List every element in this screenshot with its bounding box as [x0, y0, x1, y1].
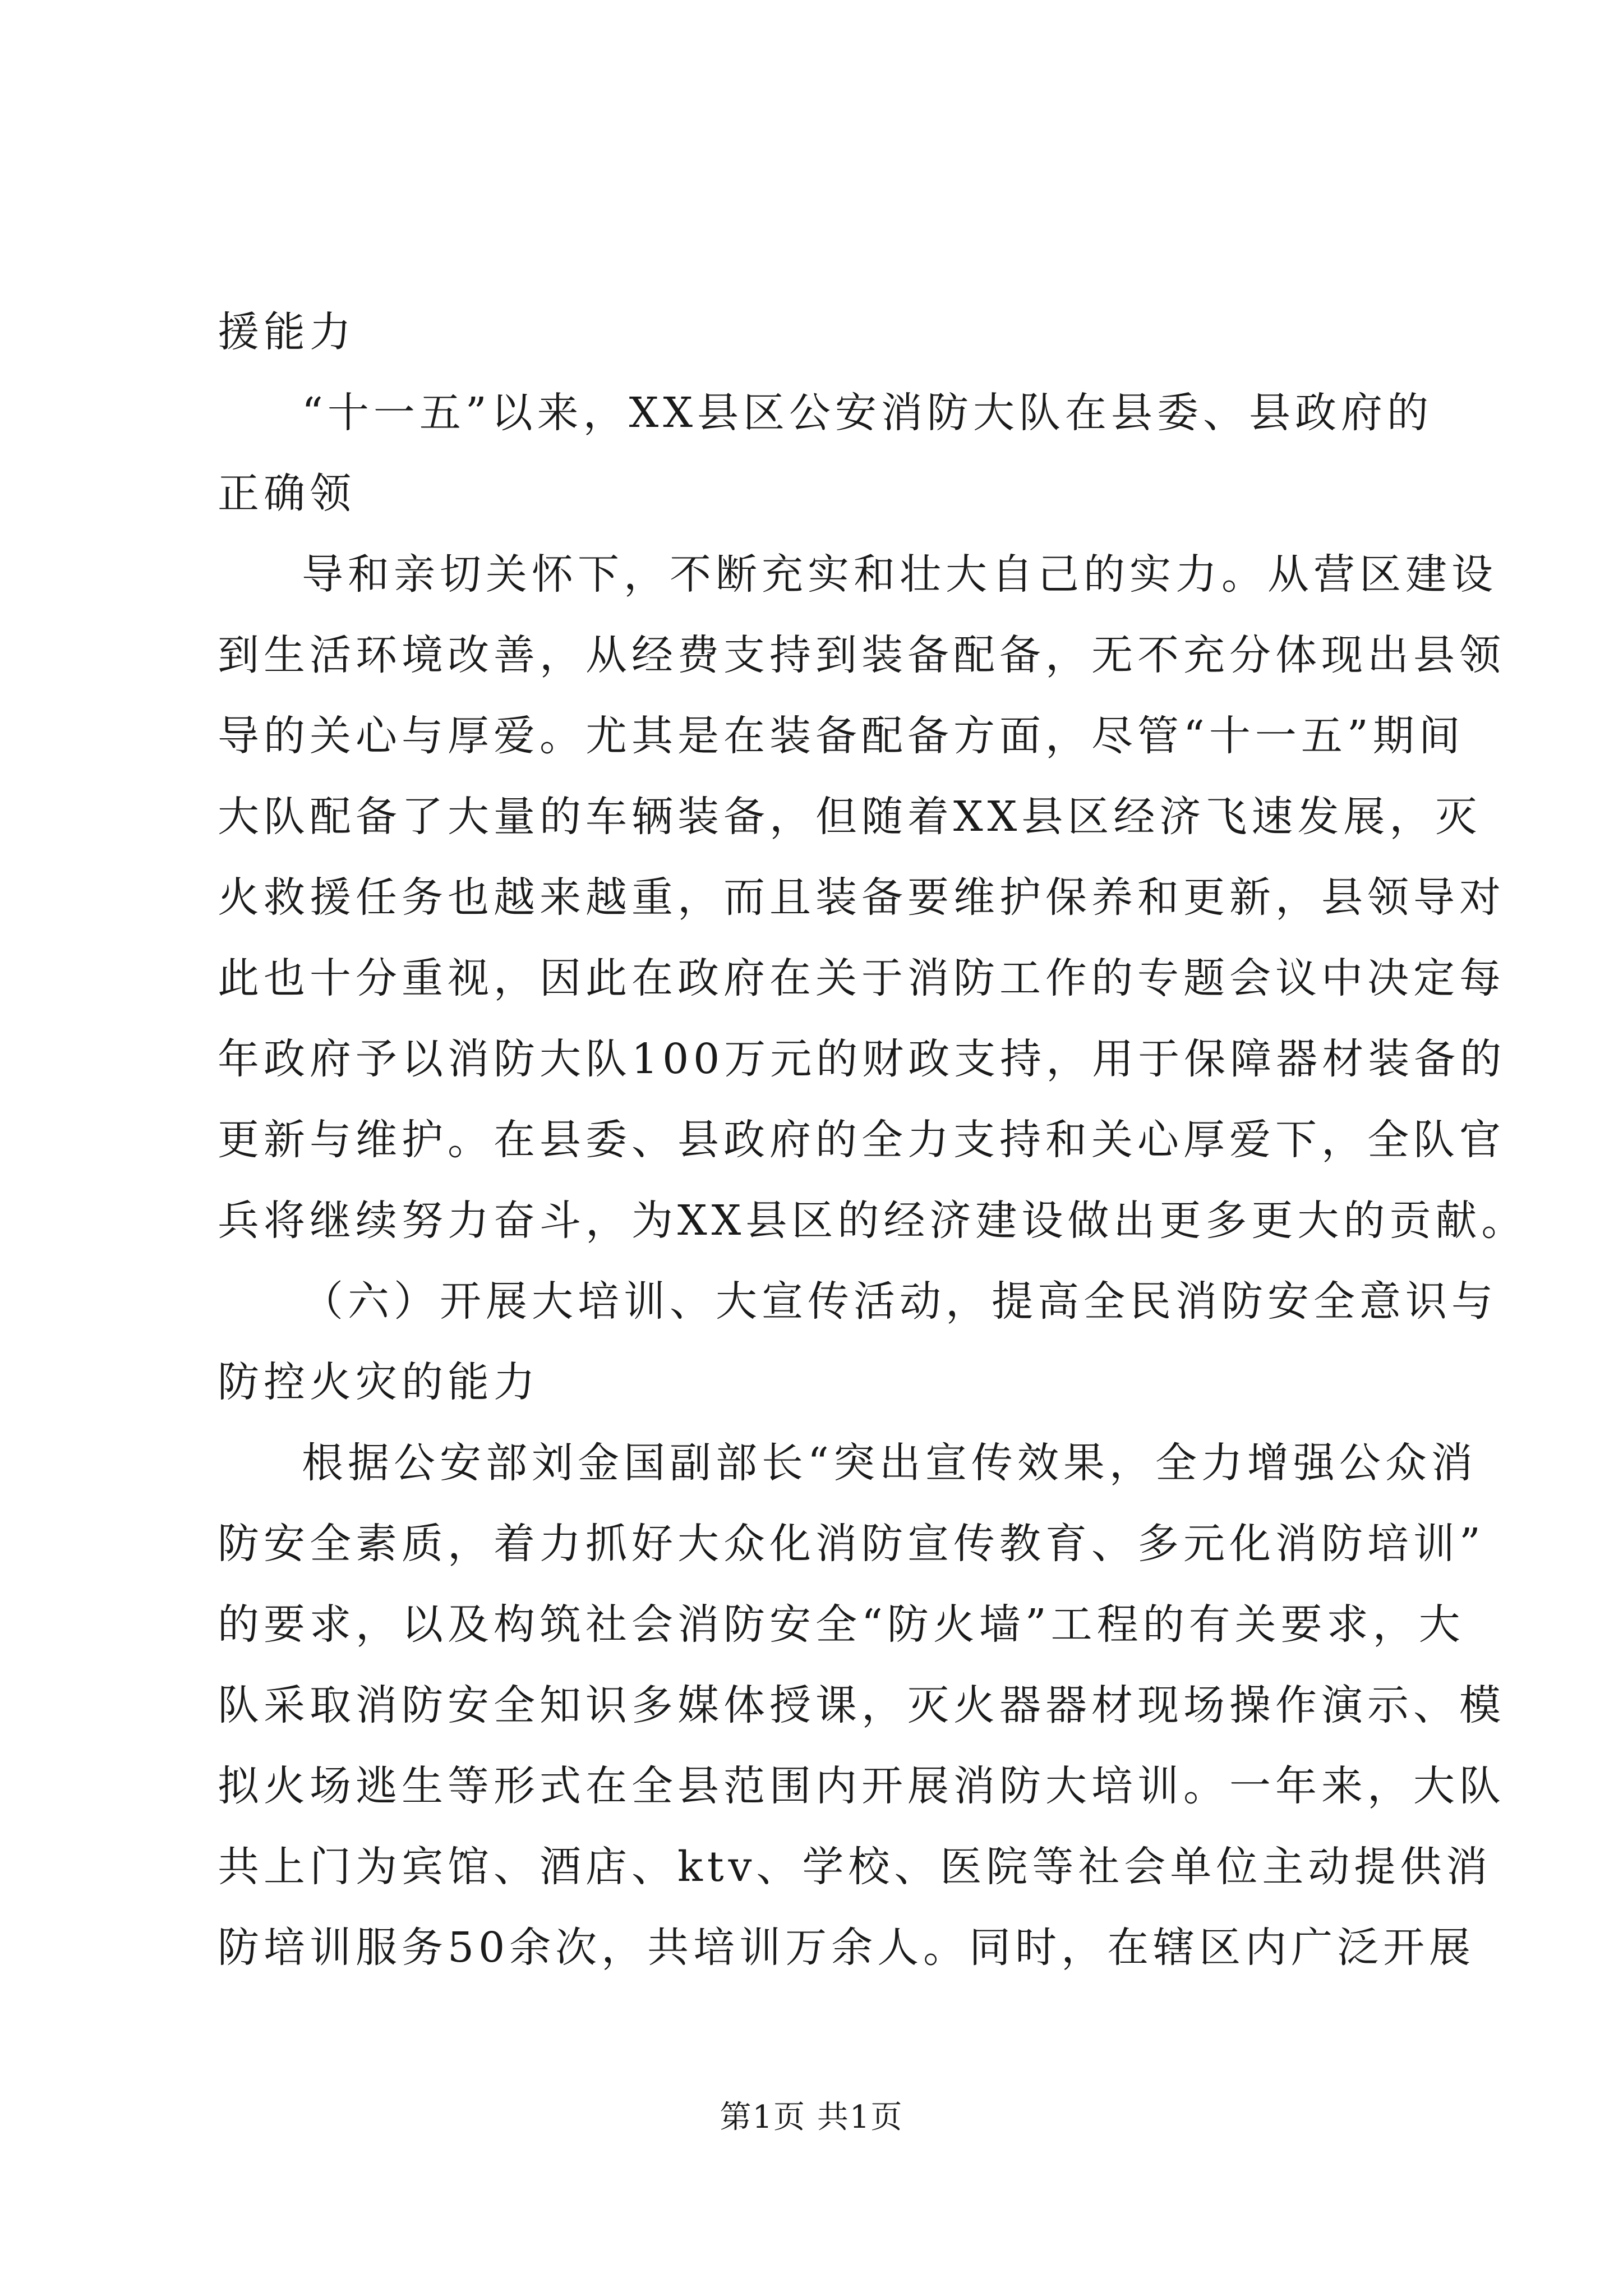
text-line: 防培训服务50余次，共培训万余人。同时，在辖区内广泛开展	[218, 1924, 1476, 1972]
text-line: 大队配备了大量的车辆装备，但随着XX县区经济飞速发展，灭	[218, 793, 1482, 841]
paragraph-first-line: “十一五”以来，XX县区公安消防大队在县委、县政府的	[302, 389, 1433, 437]
text-line: 正确领	[218, 470, 356, 518]
text-line: 导的关心与厚爱。尤其是在装备配备方面，尽管“十一五”期间	[218, 712, 1465, 760]
paragraph-first-line: 导和亲切关怀下，不断充实和壮大自己的实力。从营区建设	[302, 550, 1497, 599]
section-heading-line: 防控火灾的能力	[218, 1358, 540, 1406]
text-line: 援能力	[218, 308, 356, 356]
text-line: 共上门为宾馆、酒店、ktv、学校、医院等社会单位主动提供消	[218, 1843, 1492, 1891]
text-line: 兵将继续努力奋斗，为XX县区的经济建设做出更多更大的贡献。	[218, 1197, 1528, 1245]
text-line: 拟火场逃生等形式在全县范围内开展消防大培训。一年来，大队	[218, 1762, 1505, 1810]
text-line: 队采取消防安全知识多媒体授课，灭火器器材现场操作演示、模	[218, 1681, 1505, 1729]
text-line: 火救援任务也越来越重，而且装备要维护保养和更新，县领导对	[218, 873, 1505, 922]
text-line: 的要求，以及构筑社会消防安全“防火墙”工程的有关要求，大	[218, 1600, 1465, 1649]
text-line: 年政府予以消防大队100万元的财政支持，用于保障器材装备的	[218, 1035, 1506, 1083]
text-line: 防安全素质，着力抓好大众化消防宣传教育、多元化消防培训”	[218, 1520, 1485, 1568]
text-line: 更新与维护。在县委、县政府的全力支持和关心厚爱下，全队官	[218, 1116, 1505, 1164]
text-line: 到生活环境改善，从经费支持到装备配备，无不充分体现出县领	[218, 631, 1505, 679]
text-line: 此也十分重视，因此在政府在关于消防工作的专题会议中决定每	[218, 954, 1505, 1002]
paragraph-first-line: 根据公安部刘金国副部长“突出宣传效果，全力增强公众消	[302, 1439, 1477, 1487]
section-heading-line: （六）开展大培训、大宣传活动，提高全民消防安全意识与	[302, 1277, 1497, 1326]
page-number-footer: 第1页 共1页	[720, 2099, 903, 2136]
document-body	[218, 292, 1528, 1988]
